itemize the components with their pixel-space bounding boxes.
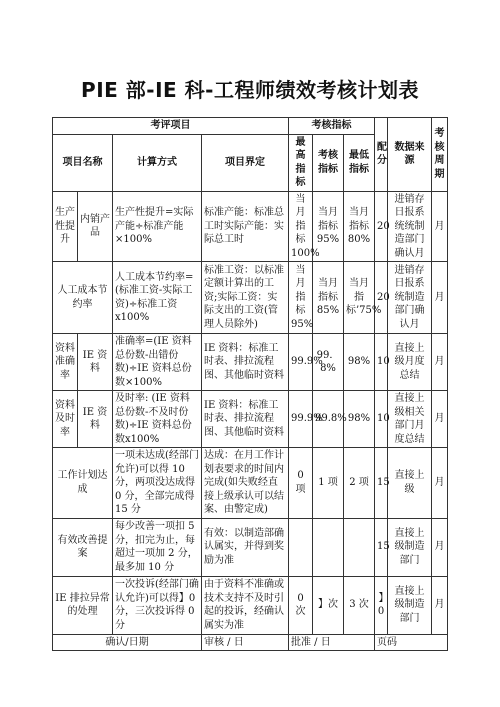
row-weight: 】0 [375, 576, 388, 634]
row-subcategory: IE 资料 [78, 391, 113, 448]
row-cycle: 月 [432, 391, 448, 448]
row-category: IE 排拉异常的处理 [53, 576, 113, 634]
header-eval-group: 考评项目 [53, 118, 289, 135]
row-target: 1 项 [313, 448, 344, 519]
row-calc: 准确率=(IE 资料总份数-出错份数)÷IE 资料总份数×100% [113, 334, 202, 391]
row-target: 】次 [313, 576, 344, 634]
header-min: 最低指标 [344, 134, 375, 191]
row-target: 99．8% [313, 334, 344, 391]
row-min: 2 项 [344, 448, 375, 519]
row-max: 当月指标95% [289, 262, 313, 334]
row-cycle: 月 [432, 448, 448, 519]
header-item-name: 项目名称 [53, 134, 113, 191]
row-definition: 标准工资：以标准定额计算出的工资;实际工资：实际支出的工资(管理人员除外) [202, 262, 289, 334]
header-cycle: 考核周期 [432, 118, 448, 192]
header-definition: 项目界定 [202, 134, 289, 191]
row-category: 工作计划达成 [53, 448, 113, 519]
row-calc: 及时率: (IE 资料总份数-不及时份数)÷IE 资料总份数x100% [113, 391, 202, 448]
row-calc: 一项未达成(经部门允许)可以得 10 分，两项没达成得 0 分，全部完成得 15 分 [113, 448, 202, 519]
kpi-table [52, 117, 448, 651]
row-source: 直接上级相关部门月度总结 [388, 391, 432, 448]
row-cycle: 月 [432, 334, 448, 391]
row-cycle: 月 [432, 576, 448, 634]
row-calc: 每少改善一项扣 5分，扣完为止，每超过一项加 2 分，最多加 10 分 [113, 518, 202, 576]
row-source: 进销存日报系统制造部门确认月 [388, 262, 432, 334]
footer-approve: 批准 / 日 [289, 634, 375, 651]
page-title: PIE 部-IE 科-工程师绩效考核计划表 [81, 78, 419, 102]
table-row [53, 262, 448, 334]
row-calc: 人工成本节约率=(标准工资-实际工资)÷标准工资x100% [113, 262, 202, 334]
row-definition: 标准产能：标准总工时实际产能：实际总工时 [202, 191, 289, 262]
row-calc: 生产性提升=实际产能÷标准产能×100% [113, 191, 202, 262]
row-max: 当月指标100% [289, 191, 313, 262]
row-weight: 20 [375, 191, 388, 262]
row-weight: 20 [375, 262, 388, 334]
row-target: 当月指标95% [313, 191, 344, 262]
table-row [53, 518, 448, 576]
table-row [53, 334, 448, 391]
row-definition: 达成：在月工作计划表要求的时间内完成(如失败经直接上级承认可以结案、由警定成) [202, 448, 289, 519]
row-min: 3 次 [344, 576, 375, 634]
row-max: 0 次 [289, 576, 313, 634]
row-weight: 10 [375, 334, 388, 391]
row-max: 99.9% [289, 334, 313, 391]
row-category: 人工成本节约率 [53, 262, 113, 334]
row-source: 进销存日报系统统制造部门确认月 [388, 191, 432, 262]
row-definition: 有效：以制造部确认属实，并得到奖励为准 [202, 518, 289, 576]
row-definition: 由于资料不准确或技术支持不及时引起的投诉，经确认属实为准 [202, 576, 289, 634]
row-weight: 10 [375, 391, 388, 448]
row-cycle: 月 [432, 262, 448, 334]
row-max: 0 项 [289, 448, 313, 519]
row-target [313, 518, 344, 576]
row-weight: 15 [375, 448, 388, 519]
row-definition: IE 资料：标准工时表、排拉流程图、其他临时资料 [202, 334, 289, 391]
row-category: 生产性提升 [53, 191, 78, 262]
row-calc: 一次投诉(经部门确认允许)可以得】0 分，三次投诉得 0分 [113, 576, 202, 634]
row-category: 资料及时率 [53, 391, 78, 448]
row-source: 直接上级月度总结 [388, 334, 432, 391]
table-row [53, 448, 448, 519]
row-min: 当月指标80% [344, 191, 375, 262]
header-group-row [53, 118, 448, 135]
header-target: 考核指标 [313, 134, 344, 191]
row-cycle: 月 [432, 191, 448, 262]
footer-row [53, 634, 448, 651]
row-min [344, 518, 375, 576]
footer-review: 审核 / 日 [202, 634, 289, 651]
row-subcategory: 内销产品 [78, 191, 113, 262]
header-indicator-group: 考核指标 [289, 118, 375, 135]
row-definition: IE 资料：标准工时表、排拉流程图、其他临时资料 [202, 391, 289, 448]
footer-confirm: 确认/日期 [53, 634, 202, 651]
row-source: 直接上级制造部门 [388, 576, 432, 634]
row-category: 有效改善提案 [53, 518, 113, 576]
row-max [289, 518, 313, 576]
row-cycle: 月 [432, 518, 448, 576]
header-weight: 配分 [375, 118, 388, 192]
footer-page: 页码 [375, 634, 448, 651]
row-category: 资料准确率 [53, 334, 78, 391]
header-source: 数据来源 [388, 118, 432, 192]
row-max: 99.9% [289, 391, 313, 448]
table-row [53, 191, 448, 262]
table-row [53, 576, 448, 634]
row-min: 98% [344, 391, 375, 448]
row-target: 当月指标85% [313, 262, 344, 334]
row-min: 当月指标’75% [344, 262, 375, 334]
row-min: 98% [344, 334, 375, 391]
table-row [53, 391, 448, 448]
row-source: 直接上级制造部门 [388, 518, 432, 576]
row-source: 直接上级 [388, 448, 432, 519]
row-weight: 15 [375, 518, 388, 576]
row-target: 99.8% [313, 391, 344, 448]
header-max: 最高指标 [289, 134, 313, 191]
header-calc: 计算方式 [113, 134, 202, 191]
row-subcategory: IE 资料 [78, 334, 113, 391]
